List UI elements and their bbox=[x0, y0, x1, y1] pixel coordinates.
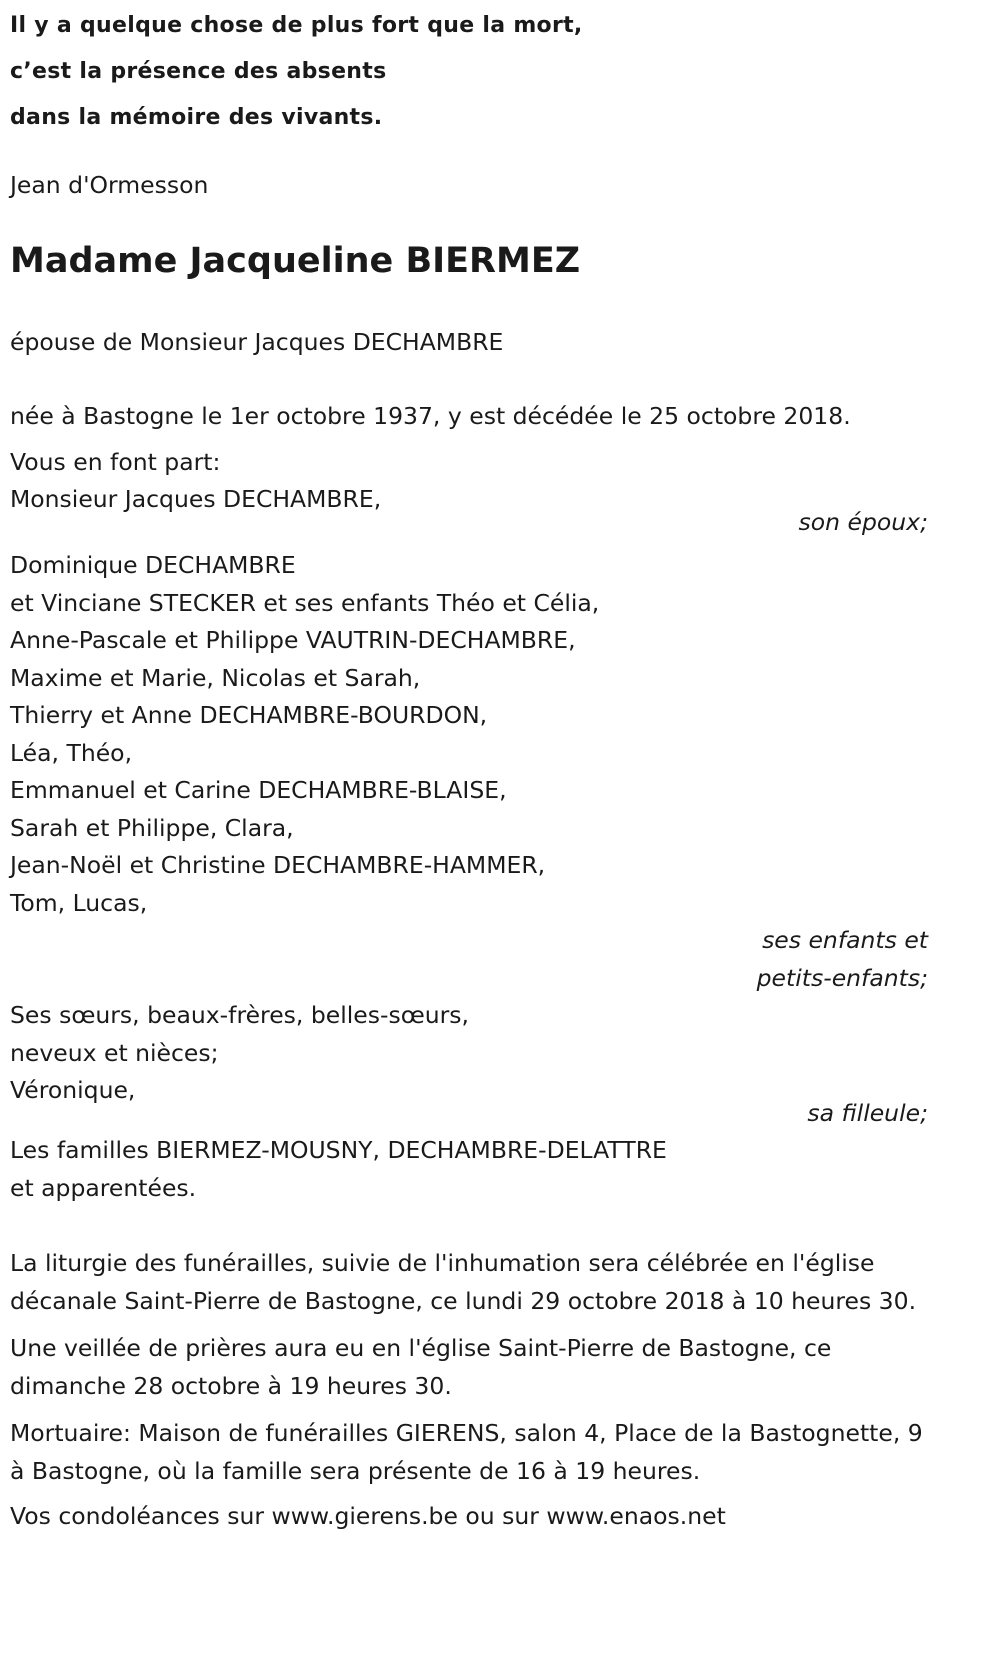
quote-line: Il y a quelque chose de plus fort que la mort, bbox=[10, 13, 583, 38]
quote-line: dans la mémoire des vivants. bbox=[10, 105, 383, 130]
epigraph-quote bbox=[10, 3, 928, 141]
deceased-name: Madame Jacqueline BIERMEZ bbox=[10, 240, 581, 281]
list-item: et Vinciane STECKER et ses enfants Théo et Célia, bbox=[10, 588, 600, 617]
relation-line: petits-enfants; bbox=[756, 963, 928, 992]
list-item: Sarah et Philippe, Clara, bbox=[10, 813, 294, 842]
list-item: Jean-Noël et Christine DECHAMBRE-HAMMER, bbox=[10, 851, 546, 879]
announcement-intro: Vous en font part: bbox=[10, 447, 221, 476]
list-item: Tom, Lucas, bbox=[10, 888, 148, 917]
list-item: Anne-Pascale et Philippe VAUTRIN-DECHAMBRE, bbox=[10, 626, 576, 654]
birth-death-line: née à Bastogne le 1er octobre 1937, y est décédée le 25 octobre 2018. bbox=[10, 402, 851, 430]
obituary-notice bbox=[10, 0, 928, 1536]
announcement bbox=[10, 444, 928, 1208]
list-item: Dominique DECHAMBRE bbox=[10, 551, 296, 579]
list-item: Véronique, bbox=[10, 1076, 136, 1104]
spouse-line: épouse de Monsieur Jacques DECHAMBRE bbox=[10, 327, 504, 356]
godchild-relation: sa filleule; bbox=[807, 1098, 928, 1127]
vigil-paragraph: Une veillée de prières aura eu en l'église Saint-Pierre de Bastogne, ce dimanche 28 octobre à 19 heures 30. bbox=[10, 1334, 832, 1400]
husband-name: Monsieur Jacques DECHAMBRE, bbox=[10, 485, 382, 513]
list-item: neveux et nièces; bbox=[10, 1038, 219, 1067]
families-list bbox=[10, 1132, 928, 1207]
list-item: Ses sœurs, beaux-frères, belles-sœurs, bbox=[10, 1001, 469, 1029]
quote-line: c’est la présence des absents bbox=[10, 59, 387, 84]
list-item: Maxime et Marie, Nicolas et Sarah, bbox=[10, 663, 421, 692]
list-item: Emmanuel et Carine DECHAMBRE-BLAISE, bbox=[10, 776, 507, 804]
list-item: Léa, Théo, bbox=[10, 738, 133, 767]
mortuary-paragraph: Mortuaire: Maison de funérailles GIERENS, salon 4, Place de la Bastognette, 9 à Bastogne, où la famille sera présente de 16 à 19 heures. bbox=[10, 1419, 923, 1485]
children-relation bbox=[10, 922, 928, 997]
list-item: et apparentées. bbox=[10, 1173, 197, 1202]
husband-relation: son époux; bbox=[798, 507, 928, 536]
relation-line: ses enfants et bbox=[762, 926, 928, 954]
siblings-list bbox=[10, 997, 928, 1110]
list-item: Les familles BIERMEZ-MOUSNY, DECHAMBRE-DELATTRE bbox=[10, 1136, 667, 1164]
quote-author: Jean d'Ormesson bbox=[10, 171, 209, 199]
liturgy-paragraph: La liturgie des funérailles, suivie de l'inhumation sera célébrée en l'église décanale Saint-Pierre de Bastogne, ce lundi 29 octobre 2018 à 10 heures 30. bbox=[10, 1249, 917, 1315]
condolences-line: Vos condoléances sur www.gierens.be ou sur www.enaos.net bbox=[10, 1502, 726, 1530]
list-item: Thierry et Anne DECHAMBRE-BOURDON, bbox=[10, 701, 488, 729]
children-list bbox=[10, 547, 928, 922]
